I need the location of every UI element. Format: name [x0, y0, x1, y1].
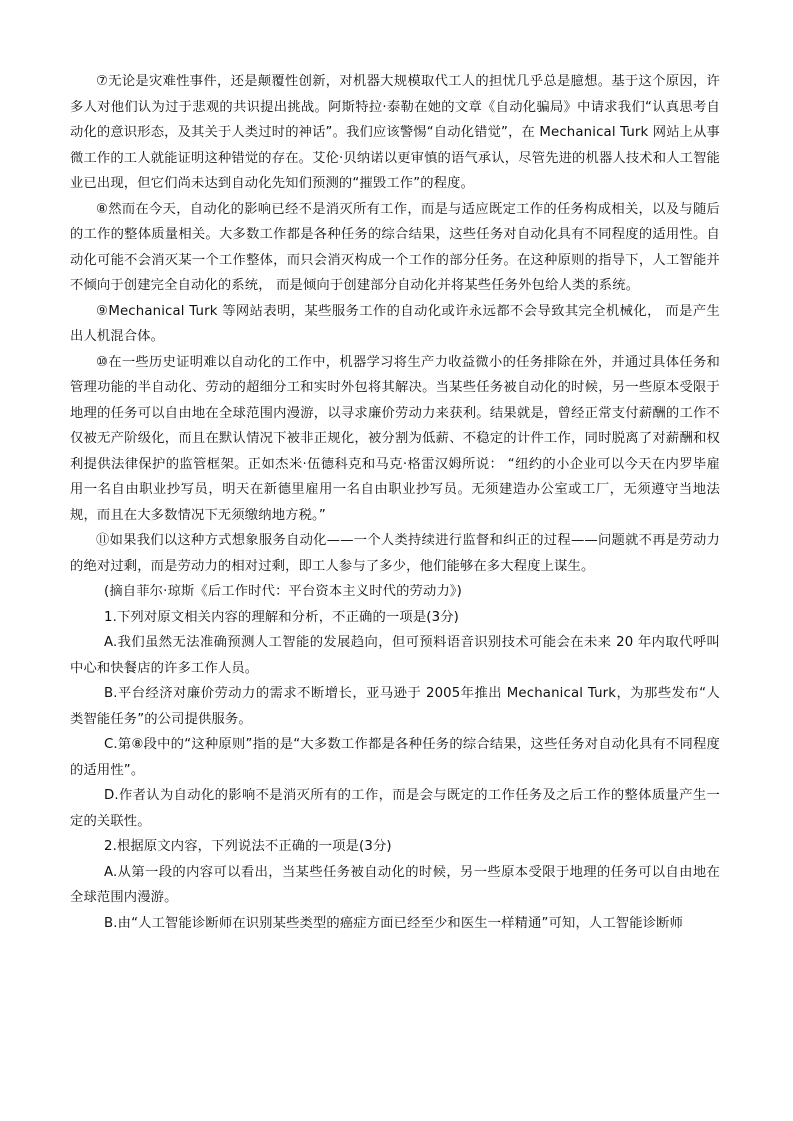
source-citation: (摘自菲尔·琼斯《后工作时代：平台资本主义时代的劳动力》) — [104, 584, 463, 599]
question-2-option-b: B.由“人工智能诊断师在识别某些类型的癌症方面已经至少和医生一样精通”可知，人工智能诊断师 — [104, 915, 684, 931]
question-2-stem: 2.根据原文内容，下列说法不正确的一项是(3分) — [104, 839, 392, 854]
document-body — [70, 69, 720, 936]
question-2-option-a: A.从第一段的内容可以看出，当某些任务被自动化的时候，另一些原本受限于地理的任务可以自由地在全球范围内漫游。 — [70, 864, 720, 905]
question-1-option-a: A.我们虽然无法准确预测人工智能的发展趋向，但可预料语音识别技术可能会在未来 20 年内取代呼叫中心和快餐店的许多工作人员。 — [70, 635, 720, 676]
question-1-option-d: D.作者认为自动化的影响不是消灭所有的工作，而是会与既定的工作任务及之后工作的整体质量产生一定的关联性。 — [70, 788, 720, 829]
paragraph-9: ⑨Mechanical Turk 等网站表明，某些服务工作的自动化或许永远都不会导致其完全机械化， 而是产生出人机混合体。 — [70, 303, 720, 344]
question-1-stem: 1.下列对原文相关内容的理解和分析，不正确的一项是(3分) — [104, 609, 459, 625]
paragraph-7: ⑦无论是灾难性事件，还是颠覆性创新，对机器大规模取代工人的担忧几乎总是臆想。基于这个原因，许多人对他们认为过于悲观的共识提出挑战。阿斯特拉·泰勒在她的文章《自动化骗局》中请求我们“认真思考自动化的意识形态，及其关于人类过时的神话”。我们应该警惕“自动化错觉”，在 Mechanical Turk 网站上从事微工作的工人就能证明这种错觉的存在。艾伦·贝纳诺以更审慎的语气承认，尽管先进的机器人技术和人工智能业已出现，但它们尚未达到自动化先知们预测的“摧毁工作”的程度。 — [70, 74, 720, 191]
paragraph-10: ⑩在一些历史证明难以自动化的工作中，机器学习将生产力收益微小的任务排除在外，并通过具体任务和管理功能的半自动化、劳动的超细分工和实时外包将其解决。当某些任务被自动化的时候，另一些原本受限于地理的任务可以自由地在全球范围内漫游，以寻求廉价劳动力来获利。结果就是，曾经正常支付薪酬的工作不仅被无产阶级化，而且在默认情况下被非正规化，被分割为低薪、不稳定的计件工作，同时脱离了对薪酬和权利提供法律保护的监管框架。正如杰米·伍德科克和马克·格雷汉姆所说： “纽约的小企业可以今天在内罗毕雇用一名自由职业抄写员，明天在新德里雇用一名自由职业抄写员。无须建造办公室或工厂，无须遵守当地法规，而且在大多数情况下无须缴纳地方税。” — [70, 354, 720, 523]
paragraph-11: ⑪如果我们以这种方式想象服务自动化——一个人类持续进行监督和纠正的过程——问题就不再是劳动力的绝对过剩，而是劳动力的相对过剩，即工人参与了多少，他们能够在多大程度上谋生。 — [70, 533, 720, 574]
question-1-option-c: C.第⑧段中的“这种原则”指的是“大多数工作都是各种任务的综合结果，这些任务对自动化具有不同程度的适用性”。 — [70, 737, 720, 778]
question-1-option-b: B.平台经济对廉价劳动力的需求不断增长，亚马逊于 2005年推出 Mechanical Turk，为那些发布“人类智能任务”的公司提供服务。 — [70, 686, 720, 727]
paragraph-8: ⑧然而在今天，自动化的影响已经不是消灭所有工作，而是与适应既定工作的任务构成相关，以及与随后的工作的整体质量相关。大多数工作都是各种任务的综合结果，这些任务对自动化具有不同程度的适用性。自动化可能不会消灭某一个工作整体，而只会消灭构成一个工作的部分任务。在这种原则的指导下，人工智能并不倾向于创建完全自动化的系统， 而是倾向于创建部分自动化并将某些任务外包给人类的系统。 — [70, 201, 720, 293]
